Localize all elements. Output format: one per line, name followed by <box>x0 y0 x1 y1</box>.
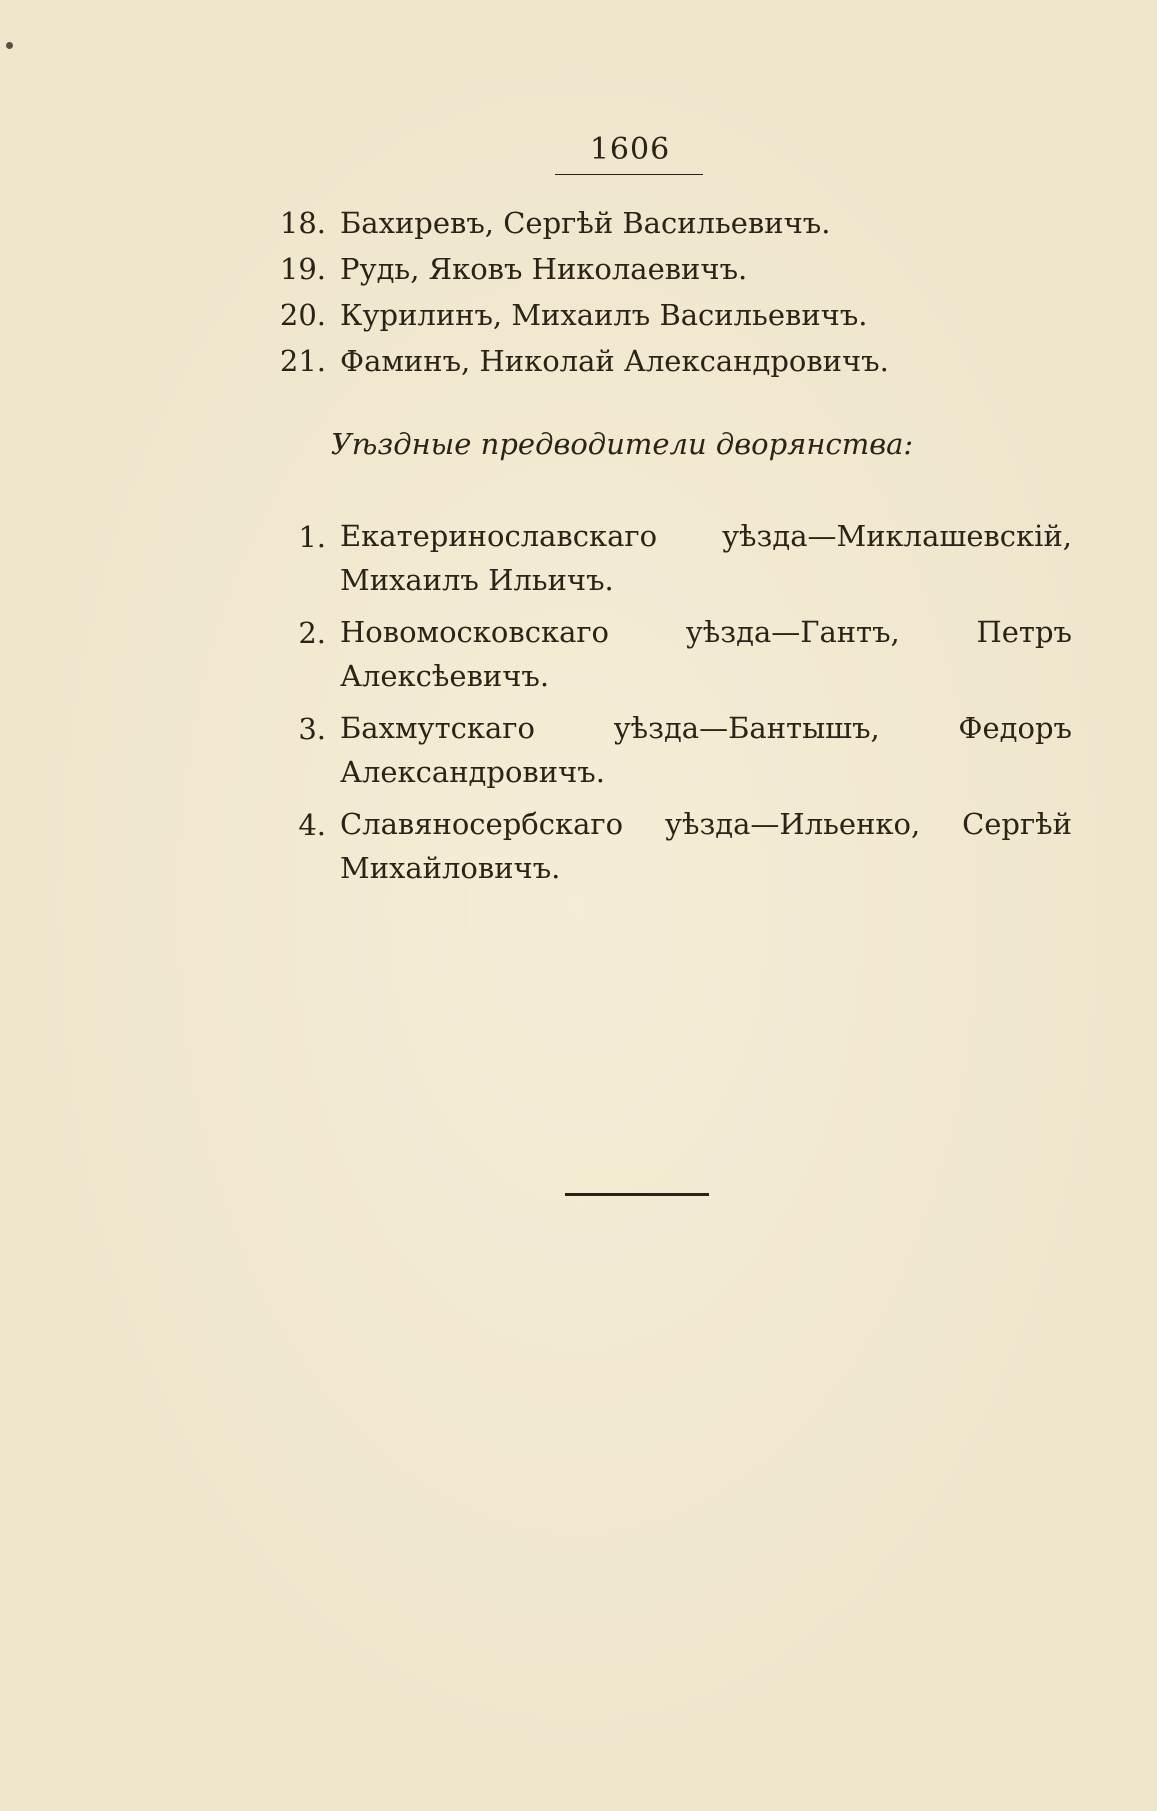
item-text: Екатеринославскаго уѣзда—Миклашевскій, Михаилъ Ильичъ. <box>340 519 1072 597</box>
item-number: 20. <box>279 298 326 332</box>
list-item <box>262 292 1082 338</box>
item-number: 21. <box>279 344 326 378</box>
item-number: 19. <box>279 252 326 286</box>
list-item <box>262 610 1072 698</box>
item-text: Славяносербскаго уѣзда—Ильенко, Сергѣй Михайловичъ. <box>340 807 1072 885</box>
ink-speck <box>6 42 13 49</box>
item-number: 1. <box>298 520 326 554</box>
item-text: Рудь, Яковъ Николаевичъ. <box>340 252 748 286</box>
list-item <box>262 514 1072 602</box>
member-list <box>262 200 1082 384</box>
list-item <box>262 338 1082 384</box>
item-number: 3. <box>298 712 326 746</box>
item-text: Новомосковскаго уѣзда—Гантъ, Петръ Алексѣевичъ. <box>340 615 1072 693</box>
item-text: Фаминъ, Николай Александровичъ. <box>340 344 889 378</box>
list-item <box>262 706 1072 794</box>
item-number: 18. <box>279 206 326 240</box>
item-text: Курилинъ, Михаилъ Васильевичъ. <box>340 298 868 332</box>
marshal-list <box>262 514 1072 898</box>
item-text: Бахиревъ, Сергѣй Васильевичъ. <box>340 206 831 240</box>
list-item <box>262 200 1082 246</box>
end-rule <box>565 1193 709 1196</box>
section-heading: Уѣздные предводители дворянства: <box>330 427 914 461</box>
page-number-underline <box>555 174 703 175</box>
item-number: 4. <box>298 808 326 842</box>
page-number: 1606 <box>589 132 671 167</box>
list-item <box>262 802 1072 890</box>
item-text: Бахмутскаго уѣзда—Бантышъ, Федоръ Александровичъ. <box>340 711 1072 789</box>
item-number: 2. <box>298 616 326 650</box>
list-item <box>262 246 1082 292</box>
